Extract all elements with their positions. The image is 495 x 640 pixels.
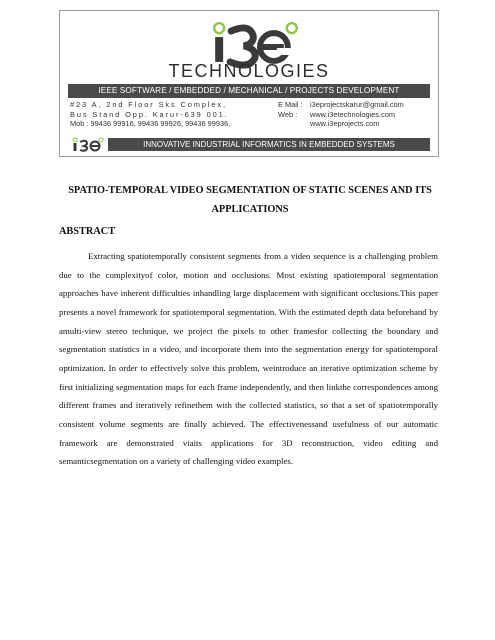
email-label: E Mail : <box>278 100 303 109</box>
email-link[interactable]: i3eprojectskarur@gmail.com <box>310 100 404 109</box>
mobile-line: Mob : 99436 99916, 99436 99926, 99436 99936, <box>70 119 231 128</box>
innovation-band: INNOVATIVE INDUSTRIAL INFORMATICS IN EMBEDDED SYSTEMS <box>108 138 430 151</box>
paper-title <box>60 182 440 219</box>
title-line-2: APPLICATIONS <box>211 203 289 215</box>
address-line-2: Bus Stand Opp. Karur-639 001. <box>70 109 229 119</box>
web-label: Web : <box>278 109 298 119</box>
abstract-body: Extracting spatiotemporally consistent segments from a video sequence is a challenging problem due to the complexityof color, motion and occlusions. Most existing spatiotemporal segmentation approaches have inherent difficulties inhandling large displacement with significant occlusions.This paper presents a novel framework for spatiotemporal segmentation. With the estimated depth data beforehand by amulti-view stereo technique, we project the pixels to other framesfor collecting the boundary and segmentation statistics in a video, and incorporate them into the segmentation energy for spatiotemporal optimization. In order to effectively solve this problem, weintroduce an iterative optimization scheme by first initializing segmentation maps for each frame independently, and then linkthe correspondences among different frames and iteratively refinethem with the collected statistics, so that a set of spatiotemporally consistent volume segments are finally achieved. The effectivenessand usefulness of our automatic framework are demonstrated viaits applications for 3D reconstruction, video editing and semanticsegmentation on a variety of challenging video examples. <box>59 251 438 467</box>
web-link-2[interactable]: www.i3eprojects.com <box>310 119 380 128</box>
address-line-1: #23 A, 2nd Floor Sks Complex, <box>70 100 227 109</box>
company-name: TECHNOLOGIES <box>168 61 330 81</box>
i3e-small-logo <box>70 137 106 152</box>
abstract-heading: ABSTRACT <box>59 226 116 237</box>
address-block <box>70 100 275 129</box>
web-link-1[interactable]: www.i3etechnologies.com <box>310 109 396 119</box>
contact-block <box>278 100 433 129</box>
title-line-1: SPATIO-TEMPORAL VIDEO SEGMENTATION OF STATIC SCENES AND ITS <box>68 185 432 196</box>
letterhead <box>59 10 439 157</box>
services-band: IEEE SOFTWARE / EMBEDDED / MECHANICAL / PROJECTS DEVELOPMENT <box>68 84 430 98</box>
